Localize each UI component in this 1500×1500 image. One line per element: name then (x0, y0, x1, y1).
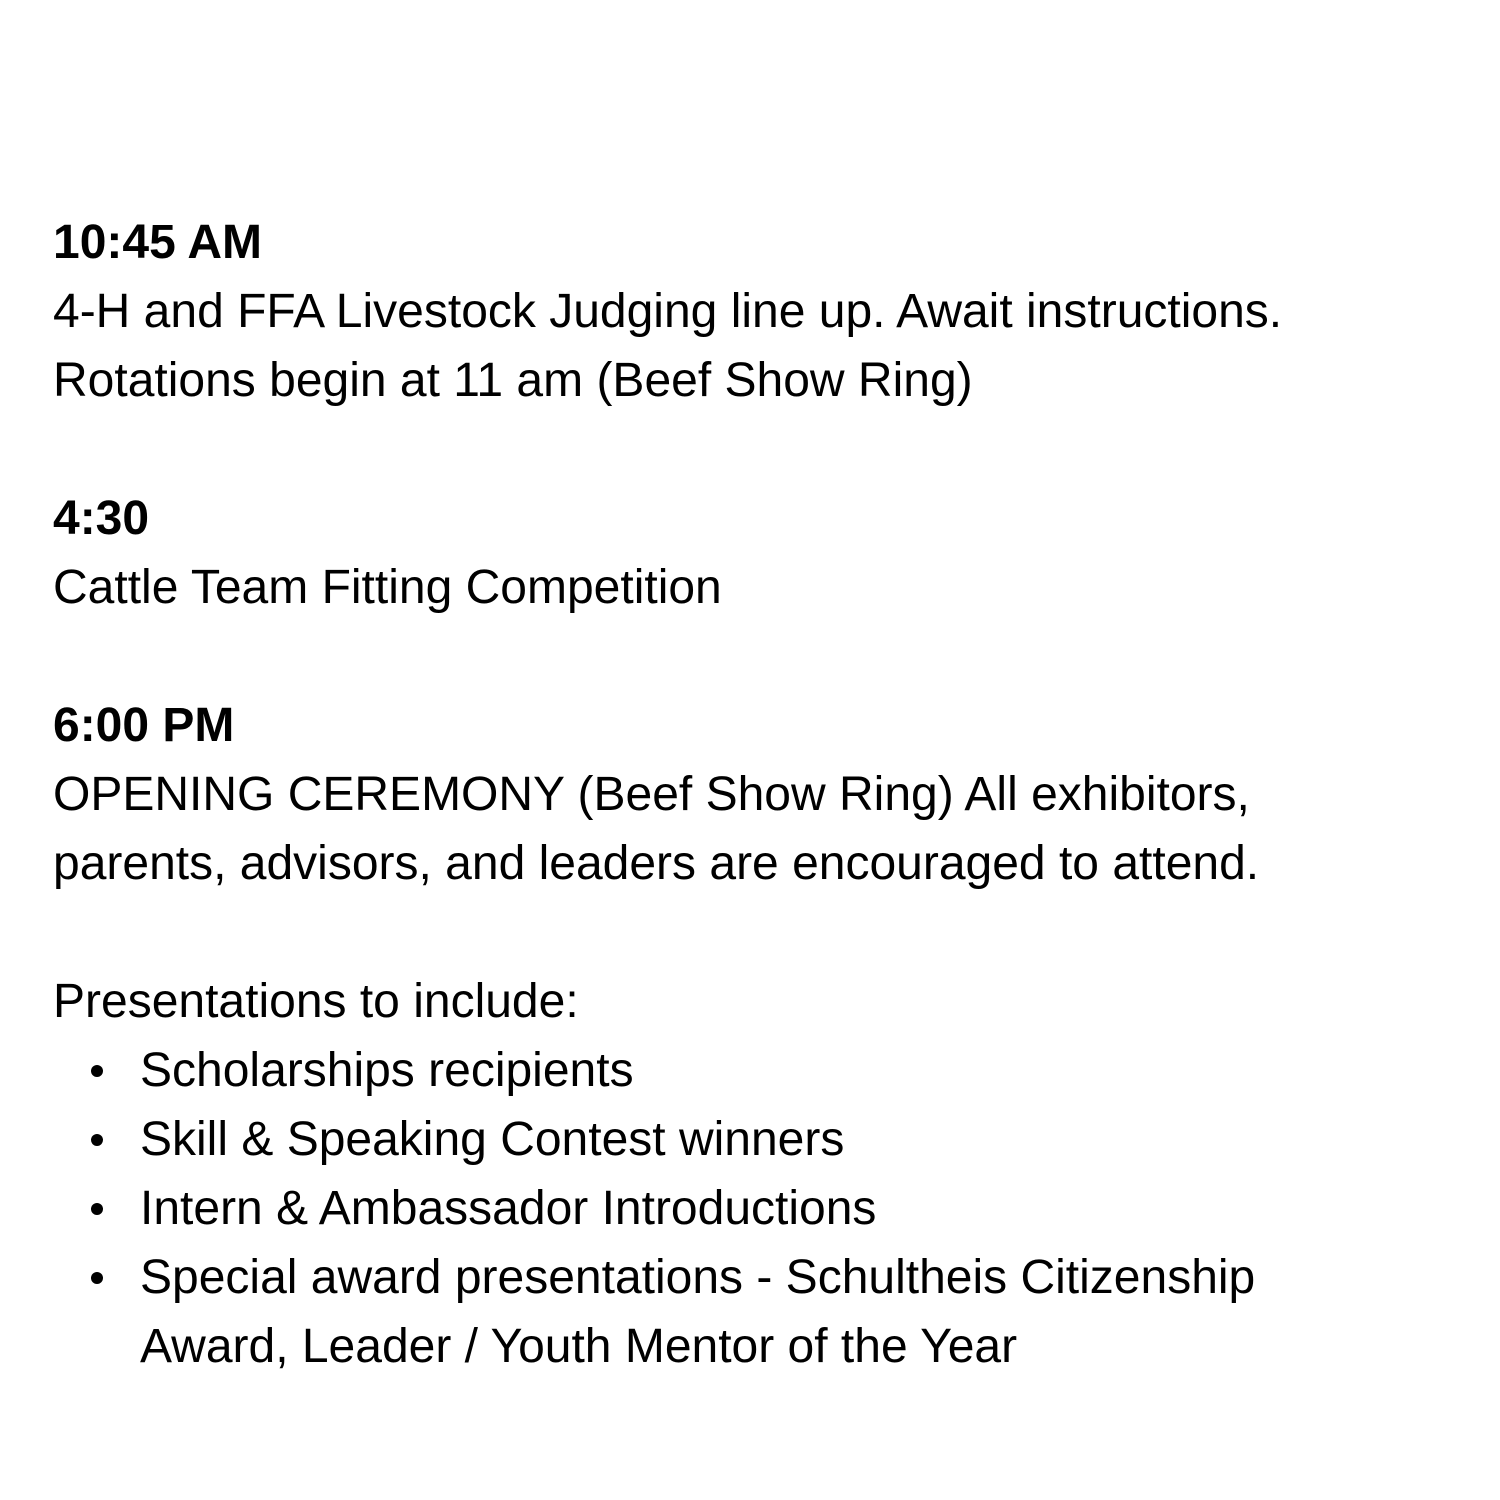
schedule-entry-2 (53, 484, 1453, 622)
bullet-icon (91, 1272, 103, 1284)
list-item (53, 1036, 1453, 1105)
list-item-text: Scholarships recipients (140, 1044, 634, 1097)
entry-time: 10:45 AM (53, 216, 262, 269)
entry-time: 4:30 (53, 492, 150, 545)
schedule-entry-3 (53, 691, 1453, 898)
list-item-text: Intern & Ambassador Introductions (140, 1182, 877, 1235)
list-item-text: Special award presentations - Schultheis Citizenship Award, Leader / Youth Mentor of the Year (140, 1251, 1256, 1373)
list-item-text: Skill & Speaking Contest winners (140, 1113, 845, 1166)
spacer (53, 898, 1453, 967)
bullet-icon (91, 1065, 103, 1077)
spacer (53, 415, 1453, 484)
presentations-list (53, 1036, 1453, 1381)
presentations-intro: Presentations to include: (53, 975, 579, 1028)
list-item (53, 1105, 1453, 1174)
schedule-document (53, 208, 1453, 1381)
entry-description-line: OPENING CEREMONY (Beef Show Ring) All exhibitors, (53, 768, 1250, 821)
bullet-icon (91, 1203, 103, 1215)
presentations-section (53, 967, 1453, 1381)
schedule-entry-1 (53, 208, 1453, 415)
bullet-icon (91, 1134, 103, 1146)
spacer (53, 622, 1453, 691)
list-item (53, 1243, 1453, 1381)
entry-description-line: 4-H and FFA Livestock Judging line up. Await instructions. (53, 285, 1283, 338)
entry-description-line: Rotations begin at 11 am (Beef Show Ring) (53, 354, 973, 407)
entry-description-line: Cattle Team Fitting Competition (53, 561, 722, 614)
entry-time: 6:00 PM (53, 699, 235, 752)
entry-description-line: parents, advisors, and leaders are encouraged to attend. (53, 837, 1260, 890)
list-item (53, 1174, 1453, 1243)
